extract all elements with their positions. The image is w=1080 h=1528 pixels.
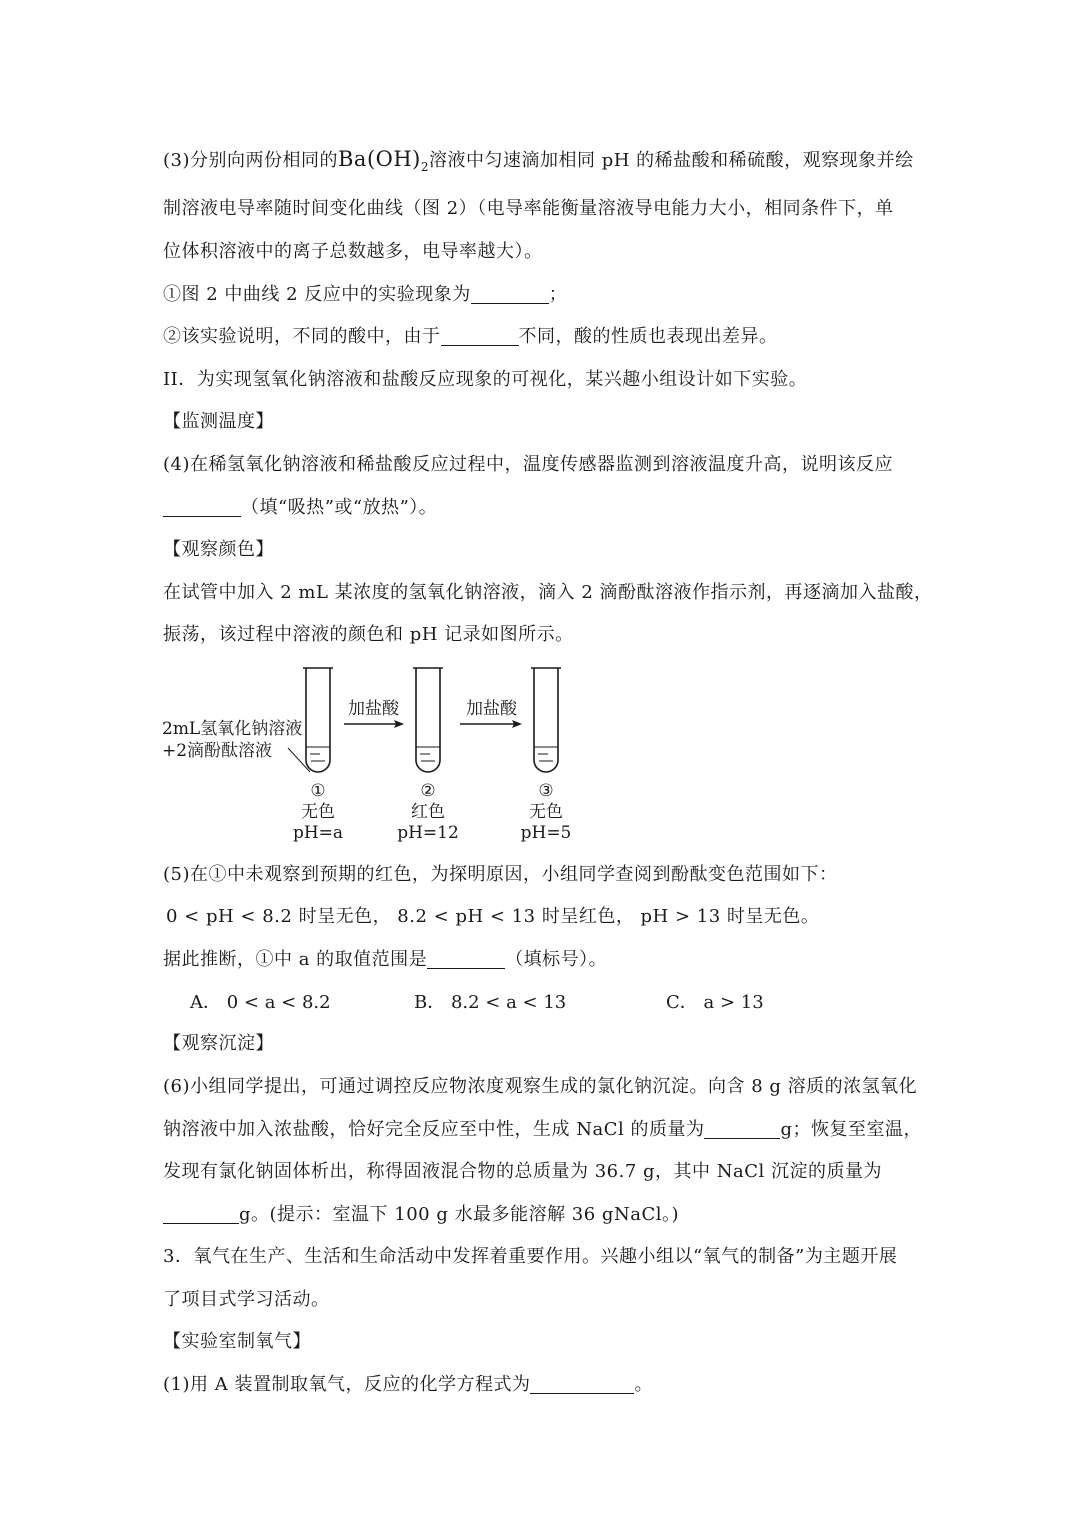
q3-sub-2 [163,324,778,350]
color-desc-1: 在试管中加入 2 mL 某浓度的氢氧化钠溶液，滴入 2 滴酚酞溶液作指示剂，再逐滴加入盐酸， [163,582,933,603]
answer-blank[interactable] [163,1203,239,1224]
q6-line-2-text: 钠溶液中加入浓盐酸，恰好完全反应至中性，生成 NaCl 的质量为 [163,1119,705,1140]
heading-color: 【观察颜色】 [163,539,274,560]
q3-sub-1-text: ①图 2 中曲线 2 反应中的实验现象为 [163,284,471,305]
tube-2-number: ② [420,781,436,801]
q3-line-1 [163,146,914,180]
tube-3-number: ③ [538,781,554,801]
question-3-sub-1-end: 。 [634,1374,653,1395]
answer-blank[interactable] [163,496,241,517]
tube-1-color: 无色 [301,802,335,822]
tube-2-color: 红色 [411,802,445,822]
q3-sub-1 [163,282,567,308]
formula-subscript: 2 [420,160,430,174]
question-3-sub-1 [163,1372,653,1398]
option-b[interactable]: B． 8.2 < a < 13 [414,992,567,1013]
q6-line-4-text: g。(提示：室温下 100 g 水最多能溶解 36 gNaCl。) [239,1204,679,1225]
q5-line-1: (5)在①中未观察到预期的红色，为探明原因，小组同学查阅到酚酞变色范围如下： [163,864,838,885]
formula-oh: (OH) [366,147,421,171]
test-tube-1 [306,668,330,772]
question-3-line-2: 了项目式学习活动。 [163,1289,330,1310]
q5-line-3-end: （填标号）。 [505,949,608,970]
tube-label-line-1: 2mL氢氧化钠溶液 [162,719,303,739]
q6-line-3: 发现有氯化钠固体析出，称得固液混合物的总质量为 36.7 g，其中 NaCl 沉淀的质量为 [163,1161,882,1182]
arrow-1-label: 加盐酸 [348,699,399,719]
q3-text-a: (3)分别向两份相同的 [163,150,338,171]
tube-1-ph: pH=a [292,823,344,843]
heading-lab-oxygen: 【实验室制氧气】 [163,1331,311,1352]
q3-sub-2-end: 不同，酸的性质也表现出差异。 [518,326,778,347]
answer-blank[interactable] [441,325,519,346]
tube-1-number: ① [310,781,326,801]
q4-line-1: (4)在稀氢氧化钠溶液和稀盐酸反应过程中，温度传感器监测到溶液温度升高，说明该反应 [163,454,893,475]
q4-line-2-text: （填“吸热”或“放热”）。 [241,497,438,518]
arrow-2-label: 加盐酸 [466,699,517,719]
answer-blank[interactable] [530,1373,634,1394]
question-3-line-1: 3．氧气在生产、生活和生命活动中发挥着重要作用。兴趣小组以“氧气的制备”为主题开展 [163,1246,898,1267]
q3-line-3: 位体积溶液中的离子总数越多，电导率越大）。 [163,241,543,262]
question-3-sub-1-text: (1)用 A 装置制取氧气，反应的化学方程式为 [163,1374,531,1395]
color-desc-2: 振荡，该过程中溶液的颜色和 pH 记录如图所示。 [163,624,574,645]
q5-line-3-text: 据此推断，①中 a 的取值范围是 [163,949,428,970]
answer-blank[interactable] [471,283,549,304]
heading-precipitate: 【观察沉淀】 [163,1033,274,1054]
q6-line-1: (6)小组同学提出，可通过调控反应物浓度观察生成的氯化钠沉淀。向含 8 g 溶质的浓氢氧化 [163,1076,918,1097]
q3-sub-2-text: ②该实验说明，不同的酸中，由于 [163,326,441,347]
heading-temperature: 【监测温度】 [163,411,274,432]
option-a[interactable]: A． 0 < a < 8.2 [190,992,331,1013]
part2-intro: II．为实现氢氧化钠溶液和盐酸反应现象的可视化，某兴趣小组设计如下实验。 [163,369,808,390]
q5-line-2: 0 < pH < 8.2 时呈无色， 8.2 < pH < 13 时呈红色， pH > 13 时呈无色。 [166,906,820,927]
formula-ba: Ba [338,147,367,171]
q6-line-2-end: g；恢复至室温， [780,1119,922,1140]
tube-3-ph: pH=5 [520,823,572,843]
test-tube-3 [534,668,558,772]
answer-blank[interactable] [704,1118,780,1139]
tube-label-line-2: +2滴酚酞溶液 [162,741,273,761]
q3-text-b: 溶液中匀速滴加相同 pH 的稀盐酸和稀硫酸，观察现象并绘 [429,150,914,171]
q6-line-4 [163,1202,679,1228]
tube-2-ph: pH=12 [397,823,459,843]
test-tube-2 [416,668,440,772]
q5-line-3 [163,947,607,973]
q4-line-2 [163,495,437,521]
q3-line-2: 制溶液电导率随时间变化曲线（图 2）（电导率能衡量溶液导电能力大小，相同条件下，单 [163,198,894,219]
q6-line-2 [163,1117,922,1143]
answer-blank[interactable] [427,948,505,969]
option-c[interactable]: C． a > 13 [666,992,764,1013]
q3-sub-1-end: ； [548,284,568,305]
tube-3-color: 无色 [529,802,563,822]
test-tube-figure [160,660,580,850]
